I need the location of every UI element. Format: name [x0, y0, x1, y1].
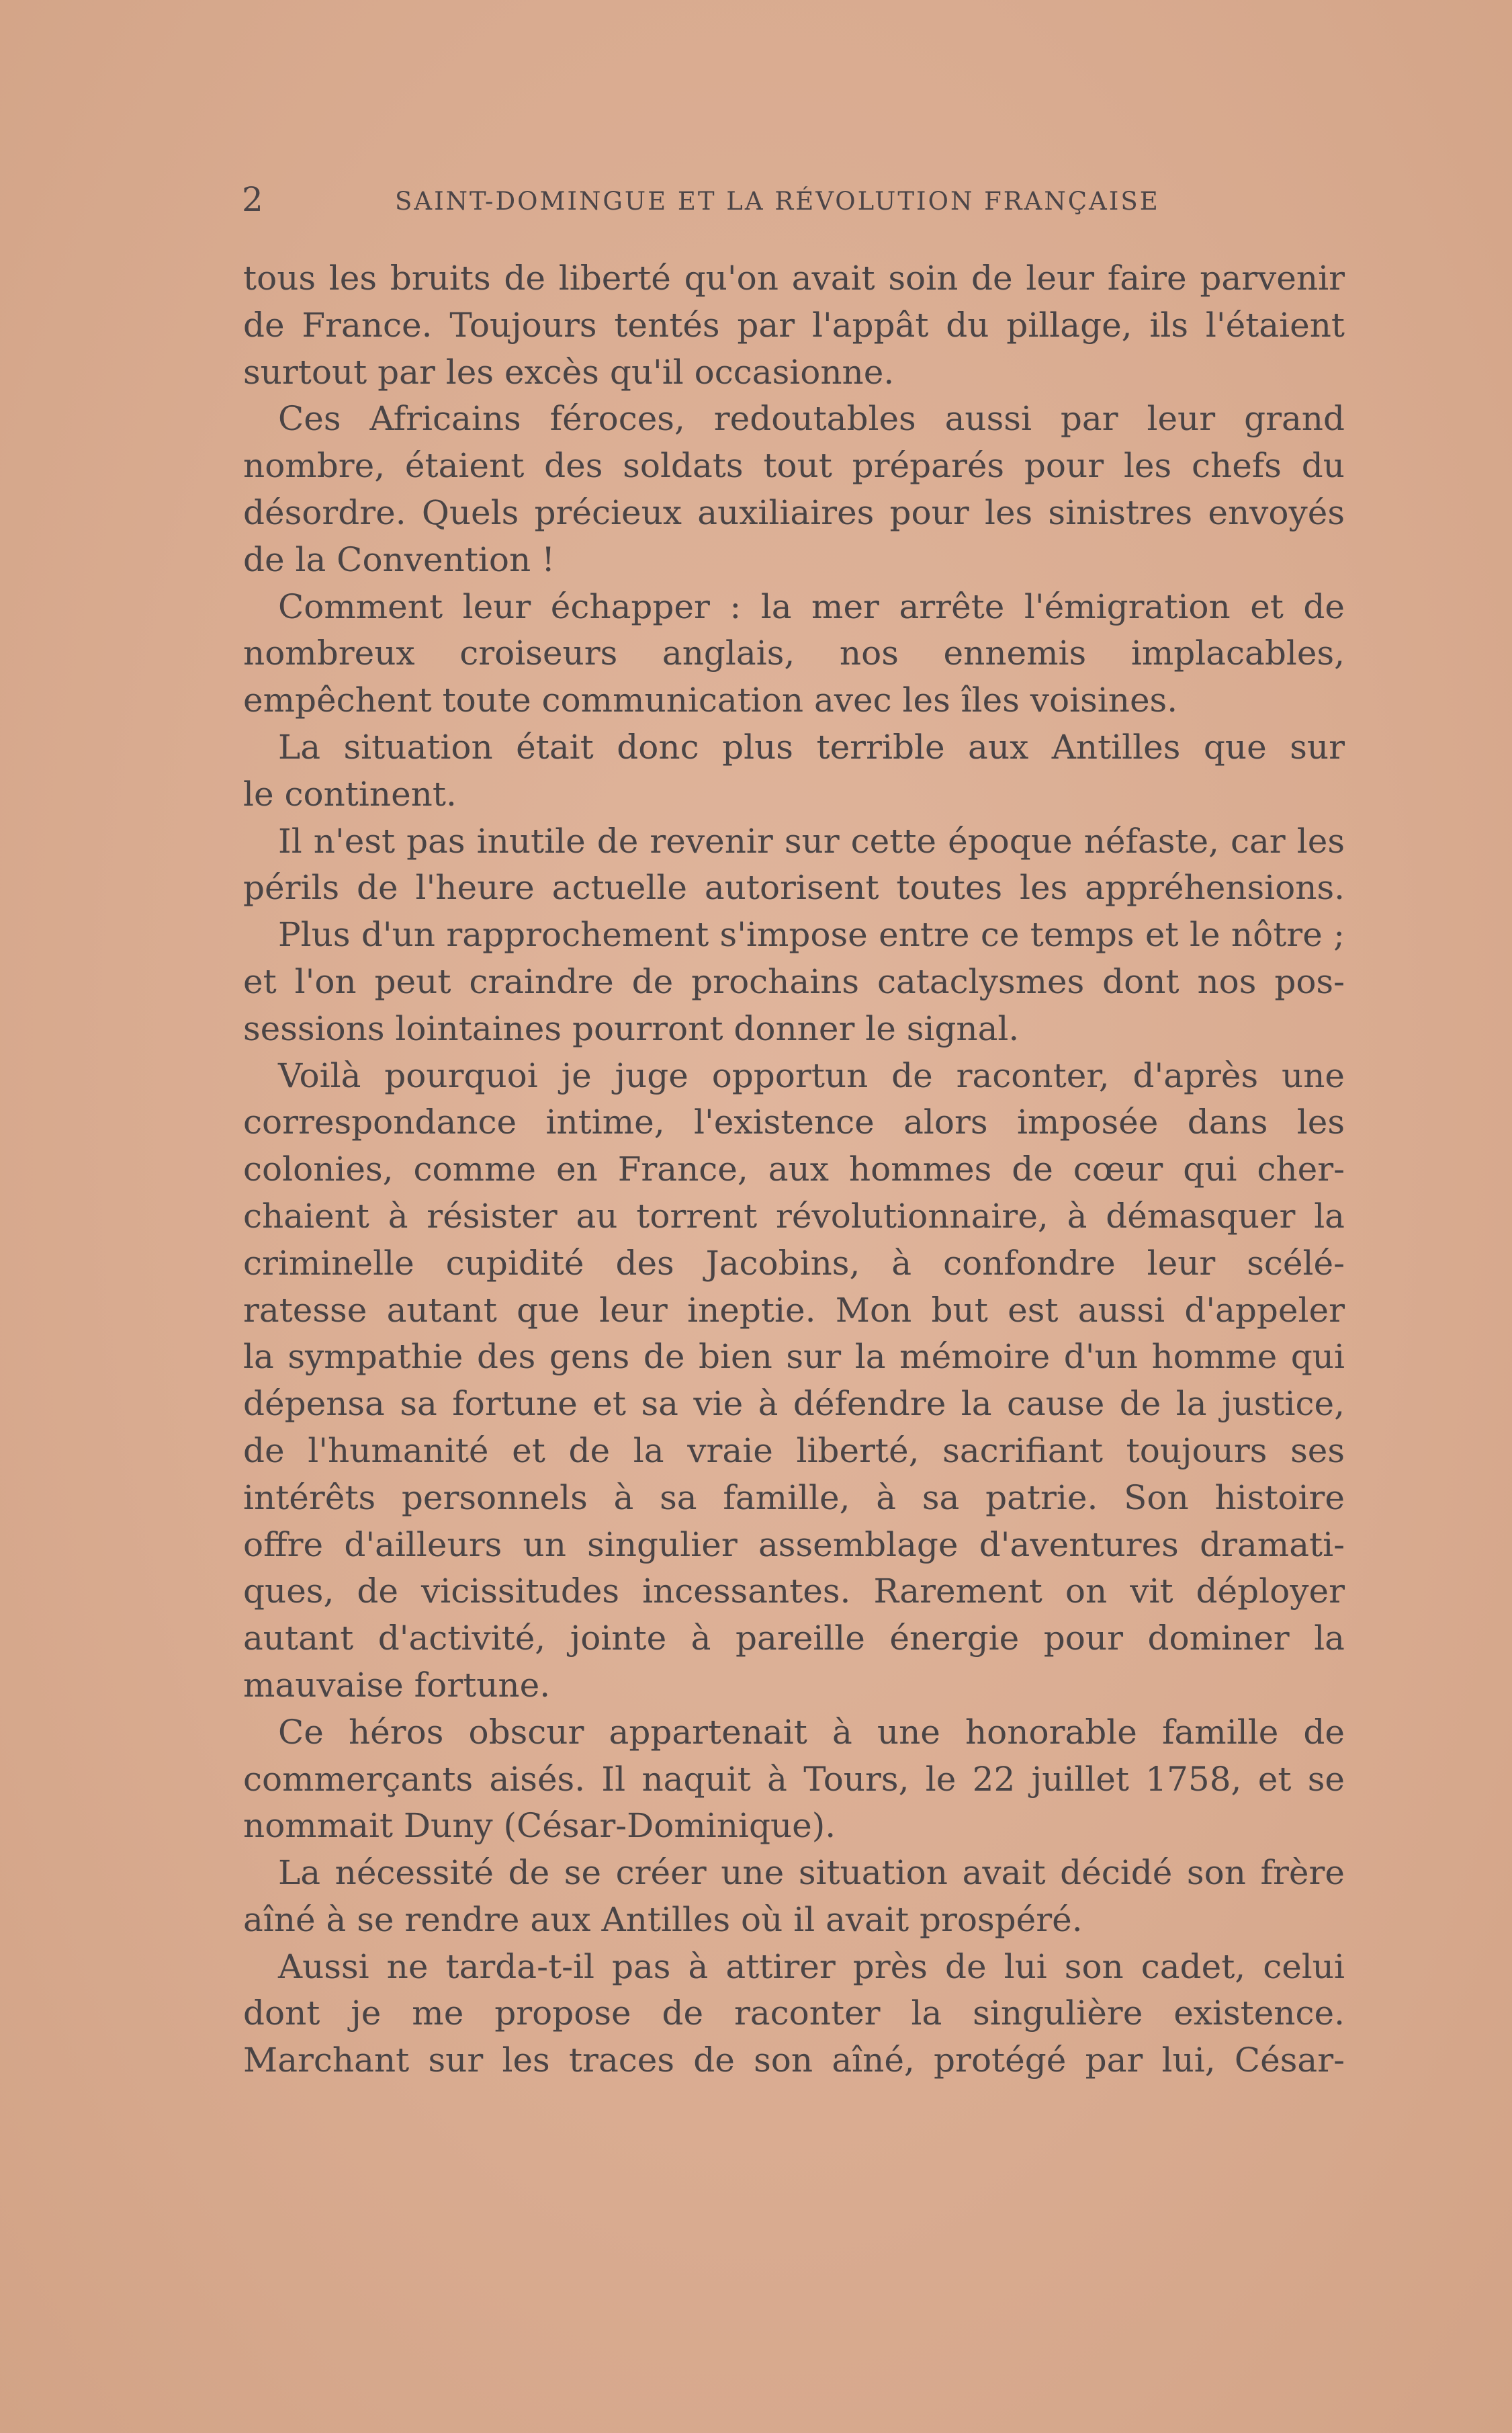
text-line: sessions lointaines pourront donner le signal. [243, 1009, 1020, 1048]
text-line: Ce héros obscur appartenait à une honorable famille de [278, 1712, 1345, 1752]
text-line: offre d'ailleurs un singulier assemblage d'aventures dramati- [243, 1525, 1345, 1564]
text-line: Comment leur échapper : la mer arrête l'émigration et de [278, 587, 1345, 626]
running-title: SAINT-DOMINGUE ET LA RÉVOLUTION FRANÇAISE [395, 187, 1160, 216]
text-line: surtout par les excès qu'il occasionne. [243, 352, 895, 392]
text-line: de la Convention ! [243, 540, 555, 579]
text-line: ques, de vicissitudes incessantes. Rarement on vit déployer [243, 1572, 1345, 1611]
text-line: correspondance intime, l'existence alors imposée dans les [243, 1103, 1345, 1142]
text-line: chaient à résister au torrent révolutionnaire, à démasquer la [243, 1196, 1345, 1236]
text-line: nombreux croiseurs anglais, nos ennemis implacables, [243, 634, 1345, 673]
text-line: Aussi ne tarda-t-il pas à attirer près de lui son cadet, celui [278, 1947, 1345, 1986]
text-line: et l'on peut craindre de prochains cataclysmes dont nos pos- [243, 962, 1345, 1001]
text-line: le continent. [243, 774, 457, 814]
text-line: Marchant sur les traces de son aîné, protégé par lui, César- [243, 2041, 1345, 2080]
text-line: Voilà pourquoi je juge opportun de raconter, d'après une [278, 1056, 1345, 1095]
text-line: de France. Toujours tentés par l'appât du pillage, ils l'étaient [243, 305, 1345, 345]
text-line: ratesse autant que leur ineptie. Mon but est aussi d'appeler [243, 1290, 1345, 1330]
text-line: empêchent toute communication avec les îles voisines. [243, 681, 1178, 720]
text-line: Plus d'un rapprochement s'impose entre ce temps et le nôtre ; [278, 915, 1345, 955]
text-line: colonies, comme en France, aux hommes de cœur qui cher- [243, 1150, 1345, 1189]
page-number: 2 [242, 180, 263, 219]
text-line: aîné à se rendre aux Antilles où il avait prospéré. [243, 1900, 1083, 1939]
text-line: la sympathie des gens de bien sur la mémoire d'un homme qui [243, 1337, 1345, 1377]
text-line: commerçants aisés. Il naquit à Tours, le 22 juillet 1758, et se [243, 1759, 1345, 1799]
text-line: dépensa sa fortune et sa vie à défendre la cause de la justice, [243, 1384, 1345, 1424]
text-line: de l'humanité et de la vraie liberté, sacrifiant toujours ses [243, 1431, 1345, 1470]
text-line: nombre, étaient des soldats tout préparés pour les chefs du [243, 446, 1345, 486]
text-line: autant d'activité, jointe à pareille énergie pour dominer la [243, 1619, 1345, 1658]
text-line: intérêts personnels à sa famille, à sa patrie. Son histoire [243, 1478, 1345, 1517]
text-line: nommait Duny (César-Dominique). [243, 1806, 836, 1846]
text-line: désordre. Quels précieux auxiliaires pour les sinistres envoyés [243, 493, 1345, 532]
text-line: mauvaise fortune. [243, 1665, 551, 1705]
text-line: La situation était donc plus terrible aux Antilles que sur [278, 727, 1345, 767]
text-line: Il n'est pas inutile de revenir sur cette époque néfaste, car les [278, 821, 1345, 861]
text-line: dont je me propose de raconter la singulière existence. [243, 1994, 1345, 2033]
text-line: Ces Africains féroces, redoutables aussi par leur grand [278, 399, 1345, 439]
text-line: tous les bruits de liberté qu'on avait soin de leur faire parvenir [243, 259, 1345, 298]
text-line: criminelle cupidité des Jacobins, à confondre leur scélé- [243, 1243, 1345, 1283]
text-line: périls de l'heure actuelle autorisent toutes les appréhensions. [243, 868, 1345, 908]
text-line: La nécessité de se créer une situation avait décidé son frère [278, 1853, 1345, 1893]
page-header [242, 176, 1196, 223]
body-text [243, 255, 1345, 2084]
